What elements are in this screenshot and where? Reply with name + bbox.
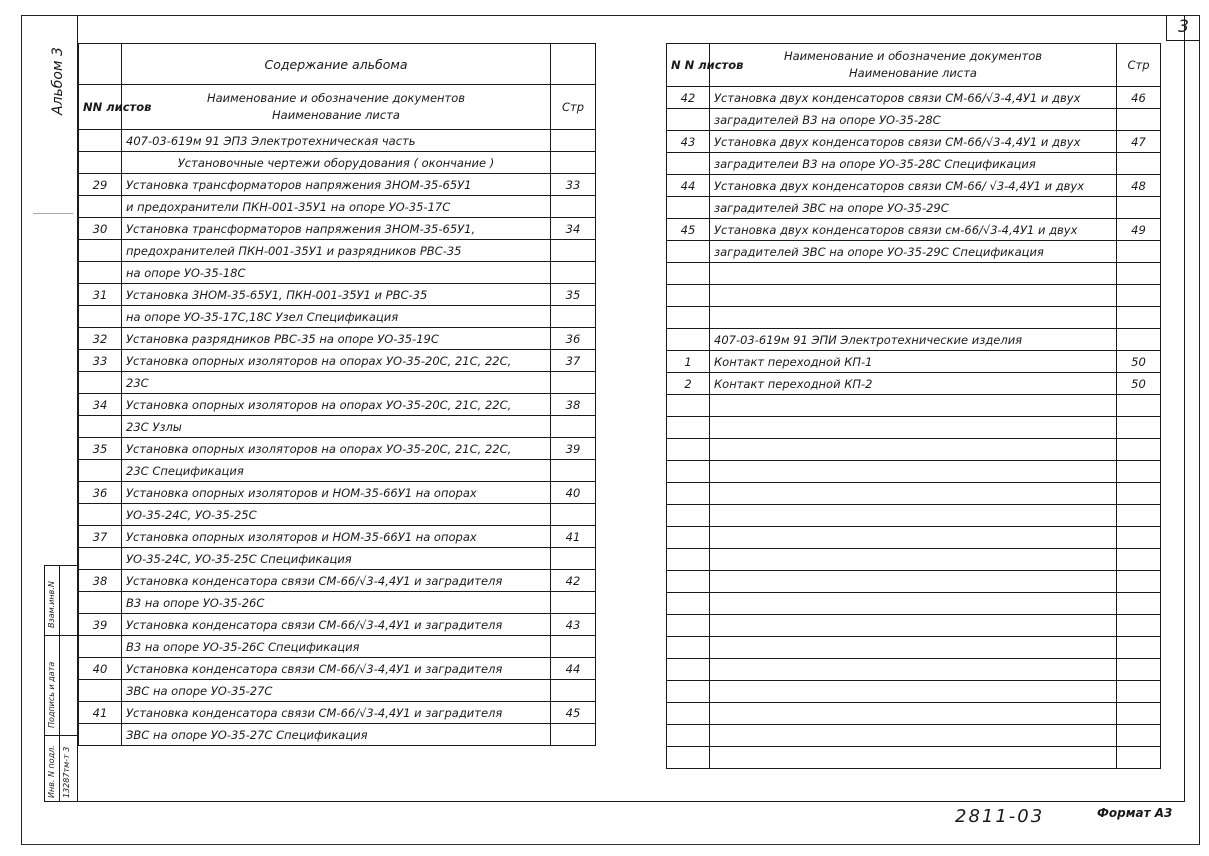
table-row bbox=[79, 570, 596, 592]
row-number: 30 bbox=[79, 218, 122, 240]
row-title: 407-03-619м 91 ЭП3 Электротехническая часть bbox=[122, 130, 551, 152]
row-number: 1 bbox=[667, 351, 710, 373]
table-row bbox=[79, 636, 596, 658]
row-title: на опоре УО-35-18С bbox=[122, 262, 551, 284]
row-page bbox=[1117, 527, 1161, 549]
table-row bbox=[79, 504, 596, 526]
row-number bbox=[79, 372, 122, 394]
table-row bbox=[79, 482, 596, 504]
table-row bbox=[667, 219, 1161, 241]
row-page bbox=[1117, 395, 1161, 417]
left-title-page-cell bbox=[551, 44, 596, 85]
row-title bbox=[710, 615, 1117, 637]
row-page: 39 bbox=[551, 438, 596, 460]
left-header-name bbox=[122, 85, 551, 130]
row-title: Установка конденсатора связи СМ-66/√3-4,4У1 и заградителя bbox=[122, 702, 551, 724]
row-number: 37 bbox=[79, 526, 122, 548]
row-number: 40 bbox=[79, 658, 122, 680]
row-page bbox=[551, 460, 596, 482]
row-title bbox=[710, 263, 1117, 285]
row-page bbox=[551, 680, 596, 702]
row-page bbox=[551, 130, 596, 152]
row-title bbox=[710, 417, 1117, 439]
row-page: 48 bbox=[1117, 175, 1161, 197]
row-number: 2 bbox=[667, 373, 710, 395]
row-page bbox=[551, 306, 596, 328]
table-row bbox=[79, 724, 596, 746]
row-page bbox=[1117, 615, 1161, 637]
row-number bbox=[667, 681, 710, 703]
row-title: 407-03-619м 91 ЭПИ Электротехнические изделия bbox=[710, 329, 1117, 351]
row-page bbox=[551, 240, 596, 262]
row-number bbox=[667, 747, 710, 769]
scan-mark bbox=[33, 213, 73, 214]
row-title: Установка разрядников РВС-35 на опоре УО-35-19С bbox=[122, 328, 551, 350]
left-header-name-line1: Наименование и обозначение документов bbox=[206, 91, 466, 105]
table-row bbox=[79, 350, 596, 372]
row-title: Установка двух конденсаторов связи СМ-66/ √3-4,4У1 и двух bbox=[710, 175, 1117, 197]
row-page: 47 bbox=[1117, 131, 1161, 153]
row-title: Установка двух конденсаторов связи СМ-66/√3-4,4У1 и двух bbox=[710, 87, 1117, 109]
stamp-orig-inv-label: Инв. N подл. bbox=[47, 745, 56, 798]
left-contents-table bbox=[78, 43, 596, 746]
row-number bbox=[667, 505, 710, 527]
row-page bbox=[1117, 109, 1161, 131]
row-number bbox=[667, 593, 710, 615]
format-label: Формат А3 bbox=[1097, 806, 1173, 820]
row-title: УО-35-24С, УО-35-25С bbox=[122, 504, 551, 526]
row-number: 35 bbox=[79, 438, 122, 460]
row-number bbox=[667, 615, 710, 637]
table-row bbox=[79, 218, 596, 240]
table-row bbox=[667, 197, 1161, 219]
left-header-name-line2: Наименование листа bbox=[272, 108, 400, 122]
stamp-signature-date bbox=[45, 636, 78, 736]
left-table-title: Содержание альбома bbox=[122, 44, 551, 85]
stamp-orig-inv bbox=[45, 736, 78, 803]
table-row bbox=[667, 637, 1161, 659]
row-number bbox=[667, 527, 710, 549]
row-page bbox=[551, 152, 596, 174]
table-row bbox=[667, 659, 1161, 681]
row-page: 45 bbox=[551, 702, 596, 724]
row-number: 38 bbox=[79, 570, 122, 592]
row-page bbox=[1117, 197, 1161, 219]
row-number: 39 bbox=[79, 614, 122, 636]
document-code: 2811-03 bbox=[955, 806, 1045, 827]
row-title: предохранителей ПКН-001-35У1 и разрядников РВС-35 bbox=[122, 240, 551, 262]
table-row bbox=[79, 240, 596, 262]
table-row bbox=[667, 615, 1161, 637]
table-row bbox=[667, 373, 1161, 395]
table-row bbox=[79, 614, 596, 636]
row-title: заградителей ЗВС на опоре УО-35-29С Спецификация bbox=[710, 241, 1117, 263]
row-page: 40 bbox=[551, 482, 596, 504]
row-number bbox=[667, 417, 710, 439]
row-title: Контакт переходной КП-2 bbox=[710, 373, 1117, 395]
album-label: Альбом 3 bbox=[50, 47, 66, 115]
row-page bbox=[551, 636, 596, 658]
row-title: Установка опорных изоляторов на опорах УО-35-20С, 21С, 22С, bbox=[122, 394, 551, 416]
row-page bbox=[1117, 153, 1161, 175]
left-title-row bbox=[79, 44, 596, 85]
row-number bbox=[667, 153, 710, 175]
row-title: Установочные чертежи оборудования ( окончание ) bbox=[122, 152, 551, 174]
table-row bbox=[667, 461, 1161, 483]
table-row bbox=[79, 196, 596, 218]
row-number bbox=[667, 659, 710, 681]
table-row bbox=[667, 131, 1161, 153]
table-row bbox=[79, 438, 596, 460]
table-row bbox=[667, 527, 1161, 549]
row-page: 35 bbox=[551, 284, 596, 306]
row-title bbox=[710, 703, 1117, 725]
row-page bbox=[1117, 681, 1161, 703]
row-number bbox=[667, 637, 710, 659]
table-row bbox=[667, 329, 1161, 351]
row-title bbox=[710, 747, 1117, 769]
row-title bbox=[710, 285, 1117, 307]
row-number bbox=[667, 241, 710, 263]
row-title: ЗВС на опоре УО-35-27С bbox=[122, 680, 551, 702]
row-title bbox=[710, 725, 1117, 747]
row-number bbox=[79, 416, 122, 438]
side-stamp bbox=[44, 565, 78, 802]
row-title bbox=[710, 549, 1117, 571]
row-number bbox=[667, 461, 710, 483]
table-row bbox=[79, 262, 596, 284]
row-title: заградителей В3 на опоре УО-35-28С bbox=[710, 109, 1117, 131]
row-page: 36 bbox=[551, 328, 596, 350]
row-page bbox=[1117, 571, 1161, 593]
row-title: 23С Узлы bbox=[122, 416, 551, 438]
table-row bbox=[79, 130, 596, 152]
table-row bbox=[79, 702, 596, 724]
row-number: 36 bbox=[79, 482, 122, 504]
row-title: на опоре УО-35-17С,18С Узел Спецификация bbox=[122, 306, 551, 328]
row-number bbox=[667, 703, 710, 725]
row-number bbox=[667, 285, 710, 307]
table-row bbox=[667, 571, 1161, 593]
table-row bbox=[667, 175, 1161, 197]
row-title: Установка трансформаторов напряжения 3НОМ-35-65У1, bbox=[122, 218, 551, 240]
row-page bbox=[1117, 505, 1161, 527]
row-title: Установка конденсатора связи СМ-66/√3-4,4У1 и заградителя bbox=[122, 658, 551, 680]
table-row bbox=[79, 548, 596, 570]
row-number: 44 bbox=[667, 175, 710, 197]
row-title: Контакт переходной КП-1 bbox=[710, 351, 1117, 373]
row-page bbox=[1117, 329, 1161, 351]
row-title bbox=[710, 307, 1117, 329]
table-row bbox=[667, 417, 1161, 439]
table-row bbox=[79, 372, 596, 394]
page-number: 3 bbox=[1166, 15, 1200, 41]
stamp-signature-date-label: Подпись и дата bbox=[47, 661, 56, 728]
row-page: 50 bbox=[1117, 373, 1161, 395]
row-title bbox=[710, 681, 1117, 703]
row-title: заградителей ЗВС на опоре УО-35-29С bbox=[710, 197, 1117, 219]
row-title bbox=[710, 571, 1117, 593]
row-title: и предохранители ПКН-001-35У1 на опоре УО-35-17С bbox=[122, 196, 551, 218]
table-row bbox=[79, 306, 596, 328]
row-page bbox=[1117, 241, 1161, 263]
row-title bbox=[710, 527, 1117, 549]
table-row bbox=[667, 549, 1161, 571]
row-page bbox=[551, 416, 596, 438]
row-number bbox=[79, 680, 122, 702]
row-number bbox=[667, 109, 710, 131]
row-title: УО-35-24С, УО-35-25С Спецификация bbox=[122, 548, 551, 570]
left-title-num-cell bbox=[79, 44, 122, 85]
row-number bbox=[79, 240, 122, 262]
row-page: 44 bbox=[551, 658, 596, 680]
row-title: 23С bbox=[122, 372, 551, 394]
row-page bbox=[1117, 659, 1161, 681]
table-row bbox=[667, 593, 1161, 615]
row-page: 41 bbox=[551, 526, 596, 548]
row-number: 42 bbox=[667, 87, 710, 109]
row-number: 41 bbox=[79, 702, 122, 724]
row-page: 49 bbox=[1117, 219, 1161, 241]
row-page: 38 bbox=[551, 394, 596, 416]
row-number bbox=[79, 152, 122, 174]
row-page bbox=[551, 196, 596, 218]
right-header-page: Стр bbox=[1117, 44, 1161, 87]
row-page bbox=[1117, 703, 1161, 725]
table-row bbox=[667, 747, 1161, 769]
row-page bbox=[1117, 725, 1161, 747]
row-page bbox=[1117, 439, 1161, 461]
row-number bbox=[667, 307, 710, 329]
row-page bbox=[1117, 263, 1161, 285]
row-title bbox=[710, 505, 1117, 527]
row-page bbox=[551, 372, 596, 394]
row-number bbox=[667, 725, 710, 747]
row-title: ЗВС на опоре УО-35-27С Спецификация bbox=[122, 724, 551, 746]
table-row bbox=[667, 439, 1161, 461]
row-number bbox=[79, 504, 122, 526]
row-page: 43 bbox=[551, 614, 596, 636]
row-page bbox=[551, 504, 596, 526]
table-row bbox=[667, 285, 1161, 307]
table-row bbox=[79, 526, 596, 548]
table-row bbox=[667, 153, 1161, 175]
row-title: В3 на опоре УО-35-26С Спецификация bbox=[122, 636, 551, 658]
row-page: 34 bbox=[551, 218, 596, 240]
row-title bbox=[710, 483, 1117, 505]
row-page bbox=[551, 548, 596, 570]
stamp-orig-inv-value: 13287тм-т 3 bbox=[62, 746, 71, 798]
row-number bbox=[667, 571, 710, 593]
row-title: Установка двух конденсаторов связи СМ-66/√3-4,4У1 и двух bbox=[710, 131, 1117, 153]
row-title: Установка двух конденсаторов связи см-66/√3-4,4У1 и двух bbox=[710, 219, 1117, 241]
row-number bbox=[79, 262, 122, 284]
row-page: 46 bbox=[1117, 87, 1161, 109]
table-row bbox=[667, 505, 1161, 527]
row-title: Установка трансформаторов напряжения 3НОМ-35-65У1 bbox=[122, 174, 551, 196]
row-number bbox=[79, 306, 122, 328]
row-page bbox=[551, 592, 596, 614]
row-title: Установка опорных изоляторов и НОМ-35-66У1 на опорах bbox=[122, 482, 551, 504]
row-title bbox=[710, 659, 1117, 681]
row-page bbox=[1117, 483, 1161, 505]
table-row bbox=[667, 263, 1161, 285]
row-page bbox=[1117, 747, 1161, 769]
row-page bbox=[551, 262, 596, 284]
right-header-name bbox=[710, 44, 1117, 87]
row-page bbox=[1117, 637, 1161, 659]
table-row bbox=[79, 658, 596, 680]
row-title: Установка 3НОМ-35-65У1, ПКН-001-35У1 и РВС-35 bbox=[122, 284, 551, 306]
row-number bbox=[79, 592, 122, 614]
row-title: Установка опорных изоляторов на опорах УО-35-20С, 21С, 22С, bbox=[122, 350, 551, 372]
table-row bbox=[79, 680, 596, 702]
row-title: Установка конденсатора связи СМ-66/√3-4,4У1 и заградителя bbox=[122, 570, 551, 592]
table-row bbox=[667, 395, 1161, 417]
table-row bbox=[667, 109, 1161, 131]
row-title bbox=[710, 461, 1117, 483]
table-row bbox=[79, 174, 596, 196]
row-title: 23С Спецификация bbox=[122, 460, 551, 482]
row-number bbox=[79, 548, 122, 570]
row-number bbox=[79, 196, 122, 218]
row-title bbox=[710, 395, 1117, 417]
left-header-num: NN листов bbox=[79, 85, 122, 130]
row-number: 29 bbox=[79, 174, 122, 196]
row-title bbox=[710, 439, 1117, 461]
table-row bbox=[667, 681, 1161, 703]
table-row bbox=[79, 416, 596, 438]
row-number bbox=[667, 439, 710, 461]
left-header-page: Стр bbox=[551, 85, 596, 130]
stamp-replace-inv-label: Взам.инв.N bbox=[47, 581, 56, 628]
table-row bbox=[667, 87, 1161, 109]
row-page: 50 bbox=[1117, 351, 1161, 373]
table-row bbox=[667, 703, 1161, 725]
table-row bbox=[79, 394, 596, 416]
row-number bbox=[667, 549, 710, 571]
row-number bbox=[667, 263, 710, 285]
table-row bbox=[79, 460, 596, 482]
row-number: 32 bbox=[79, 328, 122, 350]
table-row bbox=[667, 307, 1161, 329]
right-contents-table bbox=[666, 43, 1161, 769]
row-page bbox=[1117, 285, 1161, 307]
right-header-name-line2: Наименование листа bbox=[849, 66, 977, 80]
row-number: 34 bbox=[79, 394, 122, 416]
right-header-num: N N листов bbox=[667, 44, 710, 87]
stamp-replace-inv bbox=[45, 566, 78, 636]
row-title: Установка опорных изоляторов на опорах УО-35-20С, 21С, 22С, bbox=[122, 438, 551, 460]
row-number bbox=[79, 636, 122, 658]
table-row bbox=[79, 592, 596, 614]
row-title: Установка опорных изоляторов и НОМ-35-66У1 на опорах bbox=[122, 526, 551, 548]
table-row bbox=[667, 351, 1161, 373]
row-page: 33 bbox=[551, 174, 596, 196]
row-title: В3 на опоре УО-35-26С bbox=[122, 592, 551, 614]
row-number: 43 bbox=[667, 131, 710, 153]
row-number bbox=[667, 329, 710, 351]
row-number: 45 bbox=[667, 219, 710, 241]
row-page bbox=[1117, 417, 1161, 439]
row-page bbox=[1117, 593, 1161, 615]
table-row bbox=[667, 483, 1161, 505]
row-page bbox=[551, 724, 596, 746]
row-number bbox=[667, 483, 710, 505]
row-number bbox=[79, 724, 122, 746]
row-number bbox=[667, 395, 710, 417]
row-number: 33 bbox=[79, 350, 122, 372]
row-page: 37 bbox=[551, 350, 596, 372]
right-header-row bbox=[667, 44, 1161, 87]
row-number: 31 bbox=[79, 284, 122, 306]
row-number bbox=[667, 197, 710, 219]
row-page bbox=[1117, 549, 1161, 571]
row-page bbox=[1117, 307, 1161, 329]
row-title: Установка конденсатора связи СМ-66/√3-4,4У1 и заградителя bbox=[122, 614, 551, 636]
row-title: заградителеи В3 на опоре УО-35-28С Спецификация bbox=[710, 153, 1117, 175]
table-row bbox=[667, 725, 1161, 747]
table-row bbox=[667, 241, 1161, 263]
row-page: 42 bbox=[551, 570, 596, 592]
table-row bbox=[79, 284, 596, 306]
row-number bbox=[79, 460, 122, 482]
left-header-row bbox=[79, 85, 596, 130]
row-page bbox=[1117, 461, 1161, 483]
row-title bbox=[710, 637, 1117, 659]
right-header-name-line1: Наименование и обозначение документов bbox=[783, 49, 1043, 63]
row-number bbox=[79, 130, 122, 152]
table-row bbox=[79, 328, 596, 350]
table-row bbox=[79, 152, 596, 174]
row-title bbox=[710, 593, 1117, 615]
